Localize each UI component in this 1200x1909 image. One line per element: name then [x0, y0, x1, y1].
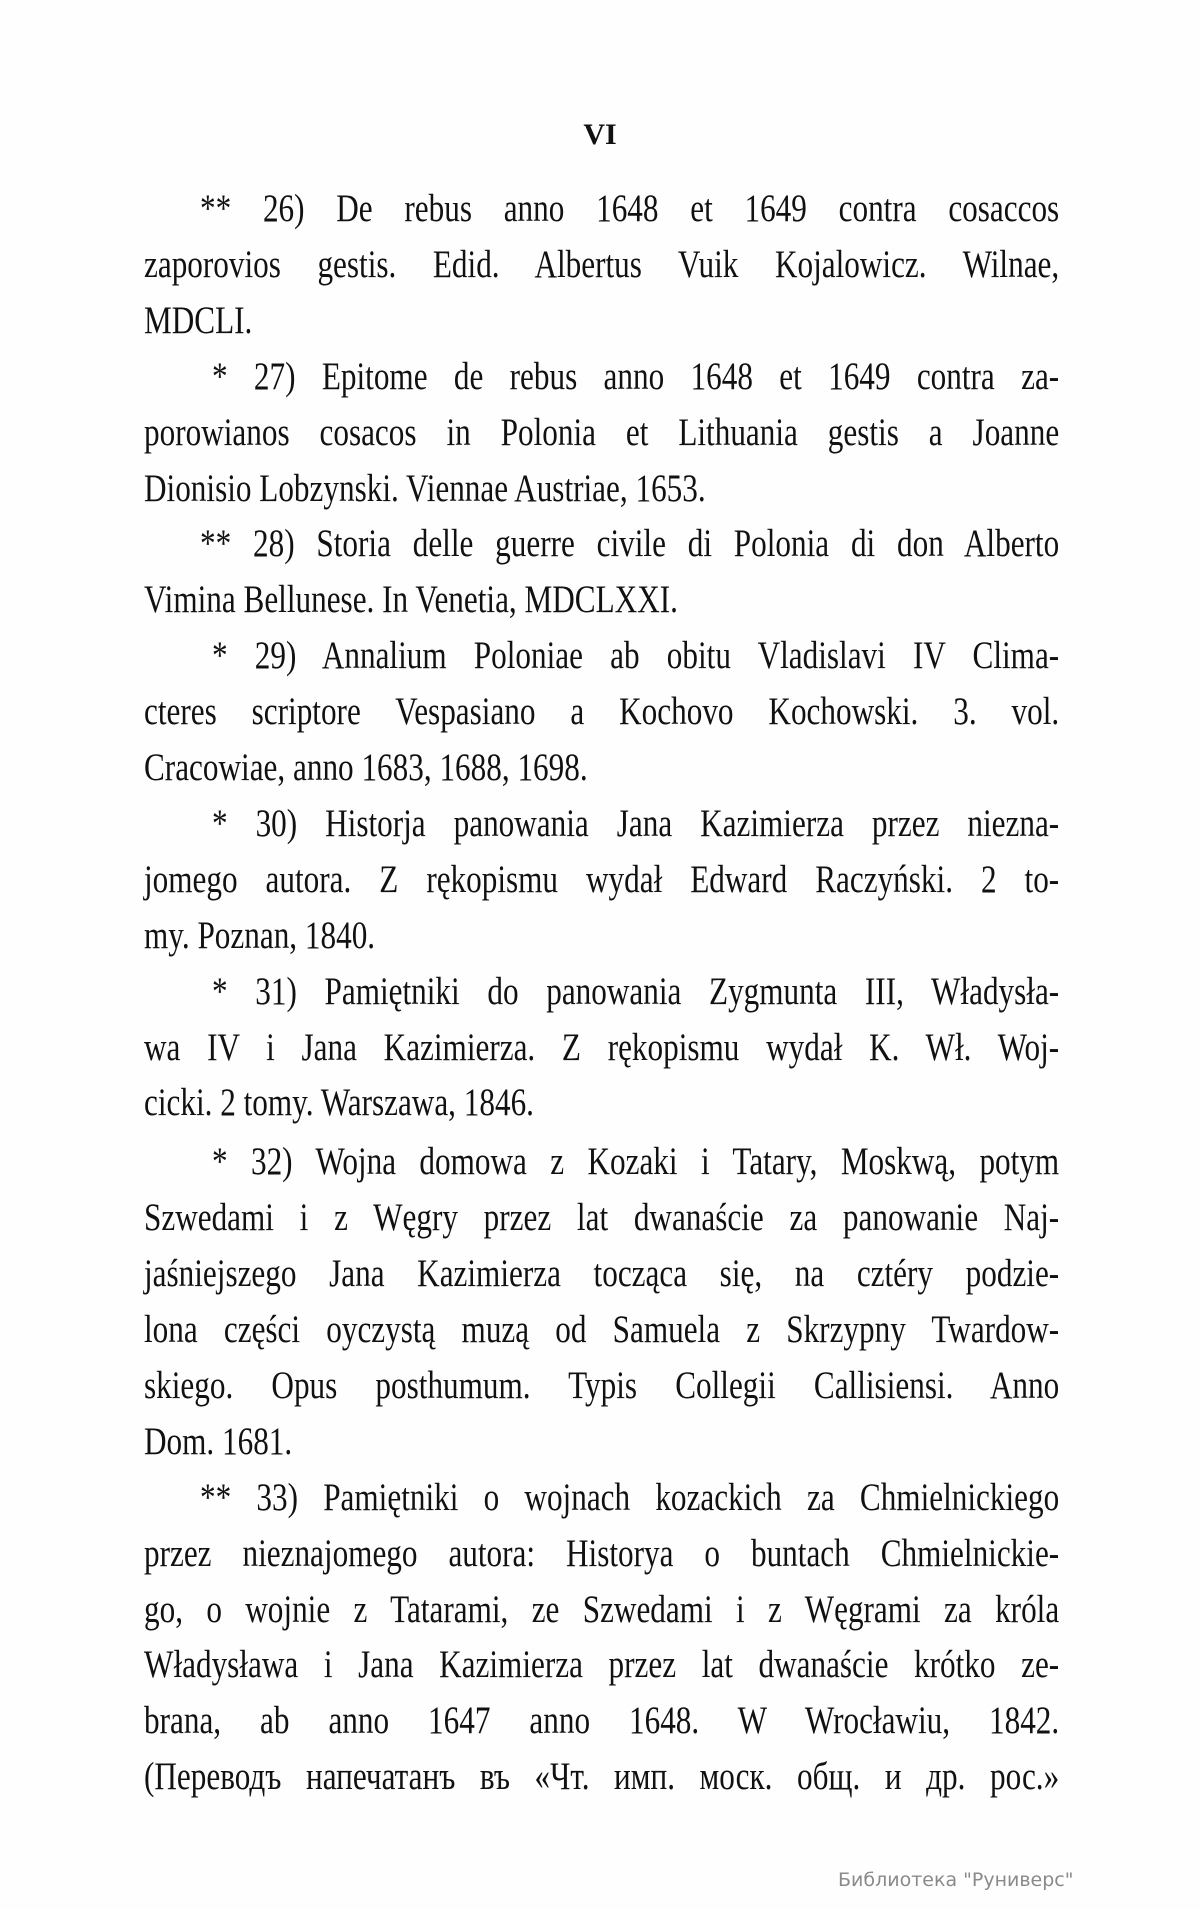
entry-33-line: przez nieznajomego autora: Historya o buntach Chmielnickie-	[144, 1531, 1060, 1575]
entry-28-line: Vimina Bellunese. In Venetia, MDCLXXI.	[144, 578, 678, 622]
entry-27-line: * 27) Epitome de rebus anno 1648 et 1649 contra za-	[212, 354, 1060, 398]
entry-31-line: wa IV i Jana Kazimierza. Z rękopismu wydał K. Wł. Woj-	[144, 1025, 1060, 1069]
entry-28-line: ** 28) Storia delle guerre civile di Polonia di don Alberto	[200, 522, 1060, 566]
library-watermark: Библиотека "Руниверс"	[838, 1869, 1074, 1891]
entry-32-line: Dom. 1681.	[144, 1419, 293, 1463]
entry-27-line: porowianos cosacos in Polonia et Lithuania gestis a Joanne	[144, 410, 1060, 454]
page-number: VI	[583, 118, 617, 151]
entry-31-line: * 31) Pamiętniki do panowania Zygmunta III, Władysła-	[212, 969, 1060, 1013]
entry-33-line: (Переводъ напечатанъ въ «Чт. имп. моск. общ. и др. рос.»	[144, 1755, 1060, 1799]
entry-33-line: go, o wojnie z Tatarami, ze Szwedami i z Węgrami za króla	[144, 1587, 1060, 1631]
entry-31-line: cicki. 2 tomy. Warszawa, 1846.	[144, 1081, 534, 1125]
entry-30-line: jomego autora. Z rękopismu wydał Edward Raczyński. 2 to-	[144, 857, 1060, 901]
entry-30-line: * 30) Historja panowania Jana Kazimierza przez niezna-	[212, 801, 1060, 845]
entry-26-line: zaporovios gestis. Edid. Albertus Vuik Kojalowicz. Wilnae,	[144, 242, 1060, 286]
entry-32-line: * 32) Wojna domowa z Kozaki i Tatary, Moskwą, potym	[212, 1140, 1060, 1184]
entry-29-line: cteres scriptore Vespasiano a Kochovo Kochowski. 3. vol.	[144, 690, 1060, 734]
entry-32-line: Szwedami i z Węgry przez lat dwanaście za panowanie Naj-	[144, 1196, 1060, 1240]
entry-26-line: ** 26) De rebus anno 1648 et 1649 contra cosaccos	[200, 187, 1060, 230]
entry-33-line: ** 33) Pamiętniki o wojnach kozackich za Chmielnickiego	[200, 1475, 1060, 1519]
entry-33-line: brana, ab anno 1647 anno 1648. W Wrocławiu, 1842.	[144, 1699, 1060, 1743]
entry-33-line: Władysława i Jana Kazimierza przez lat dwanaście krótko ze-	[144, 1643, 1060, 1687]
entry-30-line: my. Poznan, 1840.	[144, 913, 376, 957]
entry-27-line: Dionisio Lobzynski. Viennae Austriae, 1653.	[144, 466, 706, 510]
entry-29-line: * 29) Annalium Poloniae ab obitu Vladislavi IV Clima-	[212, 634, 1060, 678]
entry-26-line: MDCLI.	[144, 298, 253, 342]
entry-32-line: lona części oyczystą muzą od Samuela z Skrzypny Twardow-	[144, 1308, 1060, 1351]
entry-32-line: jaśniejszego Jana Kazimierza tocząca się, na cztéry podzie-	[144, 1252, 1060, 1296]
entry-29-line: Cracowiae, anno 1683, 1688, 1698.	[144, 746, 588, 789]
entry-32-line: skiego. Opus posthumum. Typis Collegii Callisiensi. Anno	[144, 1363, 1060, 1407]
